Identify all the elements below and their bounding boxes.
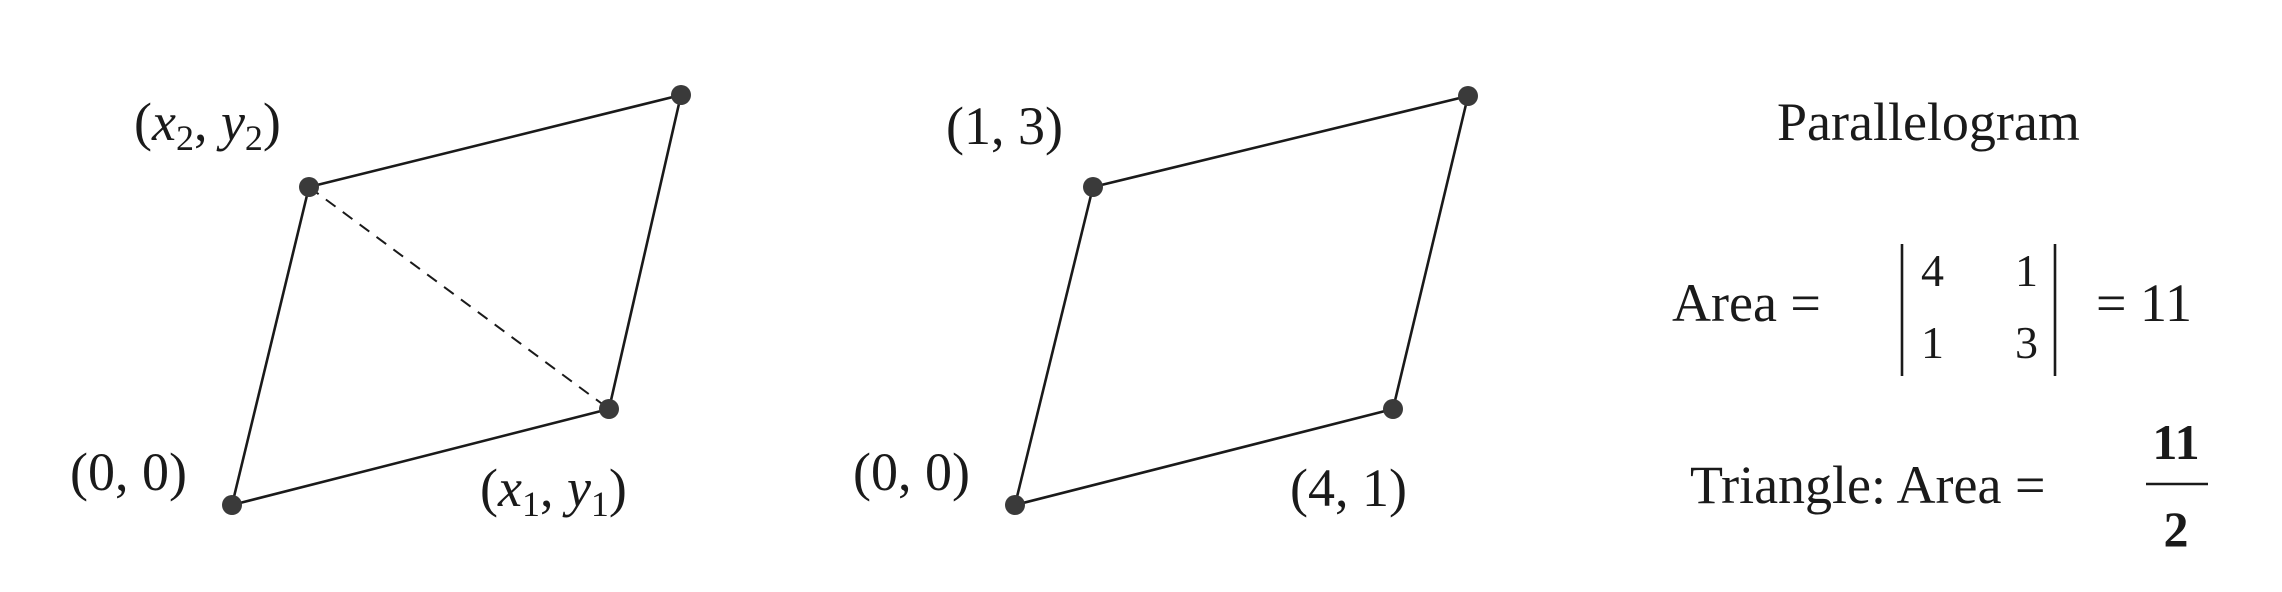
left-edge-p2-origin [232,187,309,505]
left-p1-label: (x1, y1) [480,458,627,524]
left-edge-p1-sum [609,95,681,409]
left-origin-label: (0, 0) [70,442,187,502]
matrix-cell-r2c2: 3 [2015,317,2038,368]
right-edge-a-sum [1393,96,1468,409]
fraction-denominator: 2 [2163,501,2189,557]
area-result: = 11 [2096,273,2192,333]
right-a-label: (4, 1) [1290,458,1407,518]
triangle-label: Triangle: Area = [1690,455,2046,515]
matrix-cell-r2c1: 1 [1921,317,1944,368]
formula-panel [1672,92,2208,557]
right-b-label: (1, 3) [946,96,1063,156]
left-vertex-p2 [299,177,319,197]
left-vertex-p1 [599,399,619,419]
right-edge-b-origin [1015,187,1093,505]
left-vertex-sum [671,85,691,105]
right-edge-sum-b [1093,96,1468,187]
left-edge-sum-p2 [309,95,681,187]
right-vertex-b [1083,177,1103,197]
right-origin-label: (0, 0) [853,442,970,502]
right-parallelogram [853,86,1478,518]
left-p2-label: (x2, y2) [134,92,281,158]
right-vertex-a [1383,399,1403,419]
left-parallelogram [70,85,691,524]
fraction-numerator: 11 [2152,414,2200,470]
right-vertex-sum [1458,86,1478,106]
formula-title: Parallelogram [1777,92,2080,152]
area-label: Area = [1672,273,1821,333]
right-vertex-origin [1005,495,1025,515]
left-diagonal-dashed [309,187,609,409]
matrix-cell-r1c2: 1 [2015,245,2038,296]
left-vertex-origin [222,495,242,515]
matrix-cell-r1c1: 4 [1921,245,1944,296]
